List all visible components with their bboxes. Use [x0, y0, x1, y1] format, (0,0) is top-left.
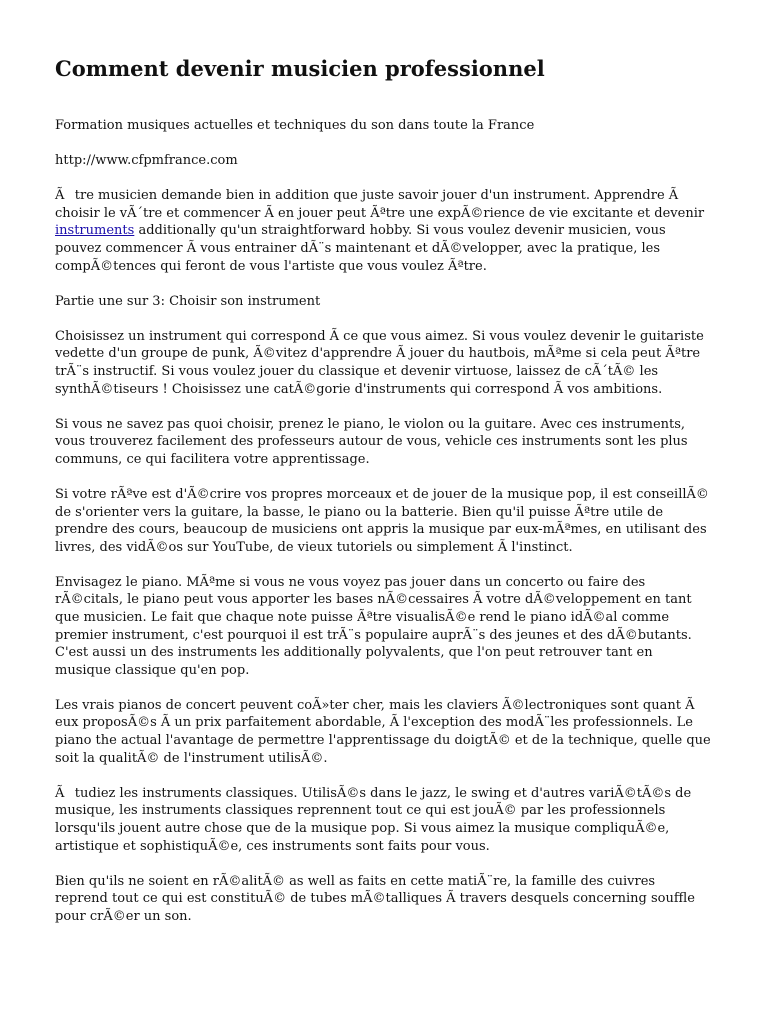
paragraph-piano: Envisagez le piano. MÃªme si vous ne vous voyez pas jouer dans un concerto ou faire des rÃ©citals, le piano peut vous apporter les bases nÃ©cessaires Ã votre dÃ©veloppement en tant que musicien. Le fait que chaque note puisse Ãªtre visualisÃ©e rend le piano idÃ©al comme premier instrument, c'est pourquoi il est trÃ¨s populaire auprÃ¨s des jeunes et des dÃ©butants. C'est aussi un des instruments les additionally polyvalents, que l'on peut retrouver tant en musique classique qu'en pop. [55, 574, 692, 678]
intro-text-start: Ãtre musicien demande bien in addition que juste savoir jouer d'un instrument. Apprendre Ã choisir le vÃ´tre et commencer Ã en jouer peut Ãªtre une expÃ©rience de vie excitante et devenir [55, 188, 705, 221]
paragraph-classical-instruments: Ãtudiez les instruments classiques. UtilisÃ©s dans le jazz, le swing et d'autres variÃ©tÃ©s de musique, les instruments classiques reprennent tout ce qui est jouÃ© par les professionnels lorsqu'ils jouent autre chose que de la musique pop. Si vous aimez la musique compliquÃ©e, artistique et sophistiquÃ©e, ces instruments sont faits pour vous. [55, 785, 692, 854]
intro-paragraph [55, 187, 712, 275]
page-title: Comment devenir musicien professionnel [55, 56, 545, 81]
subtitle-paragraph: Formation musiques actuelles et techniques du son dans toute la France [55, 118, 535, 133]
paragraph-piano-cost: Les vrais pianos de concert peuvent coÃ»ter cher, mais les claviers Ã©lectroniques sont quant Ã eux proposÃ©s Ã un prix parfaitement abordable, Ã l'exception des modÃ¨les professionnels. Le piano the actual l'avantage de permettre l'apprentissage du doigtÃ© et de la technique, quelle que soit la qualitÃ© de l'instrument utilisÃ©. [55, 697, 711, 766]
instruments-link[interactable]: instruments [55, 223, 135, 239]
intro-text-end: additionally qu'un straightforward hobby. Si vous voulez devenir musicien, vous pouvez commencer Ã vous entrainer dÃ¨s maintenant et dÃ©velopper, avec la pratique, les compÃ©tences qui feront de vous l'artiste que vous voulez Ãªtre. [55, 223, 666, 274]
paragraph-choose-instrument: Choisissez un instrument qui correspond Ã ce que vous aimez. Si vous voulez devenir le guitariste vedette d'un groupe de punk, Ã©vitez d'apprendre Ã jouer du hautbois, mÃªme si cela peut Ãªtre trÃ¨s instructif. Si vous voulez jouer du classique et devenir virtuose, laissez de cÃ´tÃ© les synthÃ©tiseurs ! Choisissez une catÃ©gorie d'instruments qui correspond Ã vos ambitions. [55, 328, 704, 397]
paragraph-brass-family: Bien qu'ils ne soient en rÃ©alitÃ© as well as faits en cette matiÃ¨re, la famille des cuivres reprend tout ce qui est constituÃ© de tubes mÃ©talliques Ã travers desquels concerning souffle pour crÃ©er un son. [55, 873, 695, 924]
paragraph-undecided: Si vous ne savez pas quoi choisir, prenez le piano, le violon ou la guitare. Avec ces instruments, vous trouverez facilement des professeurs autour de vous, vehicle ces instruments sont les plus communs, ce qui facilitera votre apprentissage. [55, 416, 688, 467]
section-heading-part-one: Partie une sur 3: Choisir son instrument [55, 293, 321, 309]
paragraph-pop-music: Si votre rÃªve est d'Ã©crire vos propres morceaux et de jouer de la musique pop, il est conseillÃ© de s'orienter vers la guitare, la basse, le piano ou la batterie. Bien qu'il puisse Ãªtre utile de prendre des cours, beaucoup de musiciens ont appris la musique par eux-mÃªmes, en utilisant des livres, des vidÃ©os sur YouTube, de vieux tutoriels ou simplement Ã l'instinct. [55, 486, 709, 555]
website-url: http://www.cfpmfrance.com [55, 153, 238, 169]
